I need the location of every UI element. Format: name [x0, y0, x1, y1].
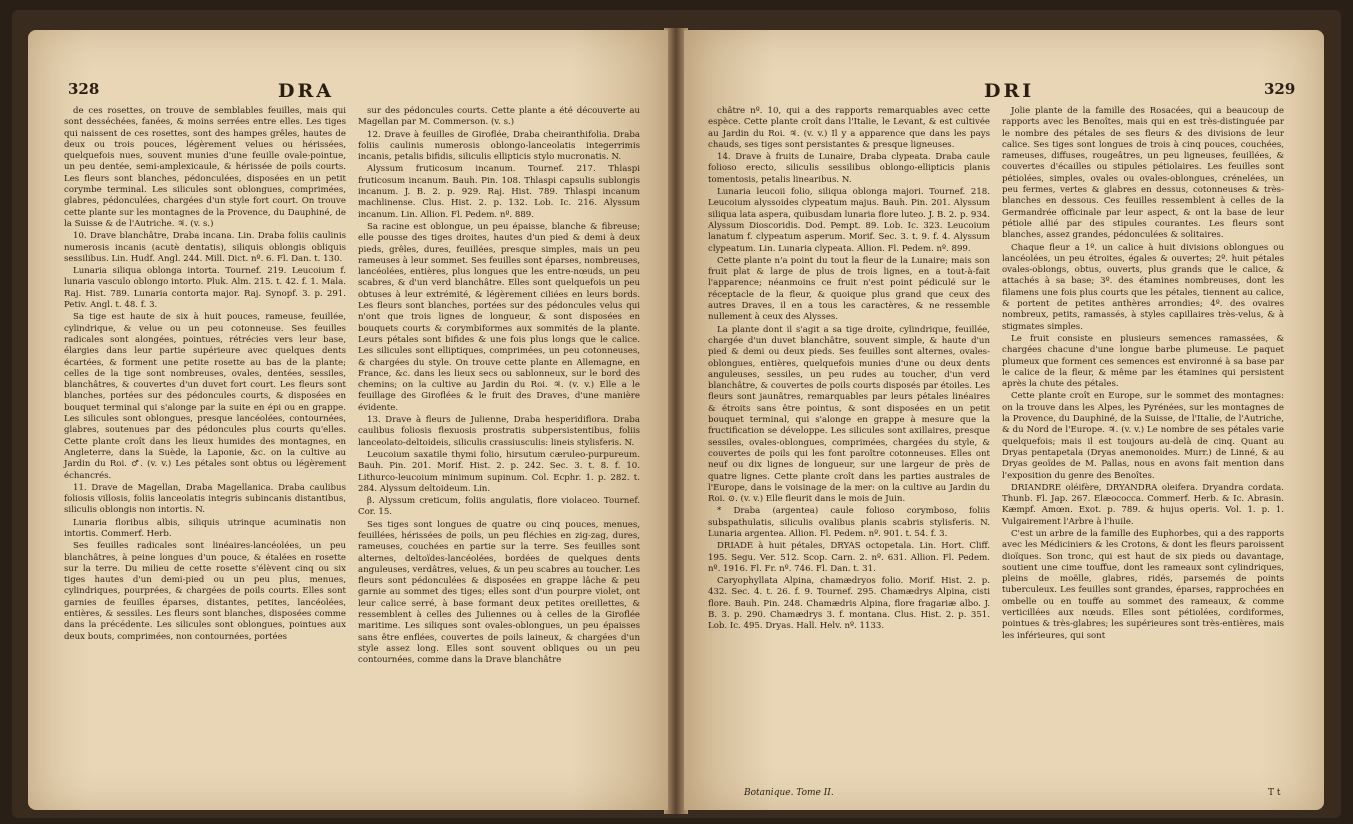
paragraph: Cette plante croît en Europe, sur le sommet des montagnes: on la trouve dans les Alpes, les Pyrénées, sur les montagnes de la Provence, du Dauphiné, de la Suisse, de l'Italie, de l'Autriche, & du Nord de l'Europe. ♃. (v. v.) Le nombre de ses pétales varie quelquefois; mais il est toujours au-delà de cinq. Quant au Dryas pentapetala (Dryas anemonoides. Murr.) de Linné, & au Dryas geoïdes de M. Pallas, nous en avons fait mention dans l'exposition du genre des Benoîtes. [1002, 391, 1284, 481]
right-page [684, 30, 1324, 810]
paragraph: Ses tiges sont longues de quatre ou cinq pouces, menues, feuillées, hérissées de poils, un peu fléchies en zig-zag, dures, rameuses, couchées en partie sur la terre. Ses feuilles sont alternes, deltoïdes-lancéolées, bordées de quelques dents anguleuses, verdâtres, velues, & un peu scabres au toucher. Les fleurs sont pédonculées & disposées en grappe lâche & peu garnie au sommet des tiges; elles sont d'un pourpre violet, ont leur calice serré, à base formant deux petites oreillettes, & ressemblent à celles des Juliennes ou à celles de la Giroflée maritime. Les siliques sont ovales-oblongues, un peu épaisses sans être enflées, couvertes de poils laineux, & chargées d'un style assez long. Elles sont souvent obliques ou un peu contournées, comme dans la Drave blanchâtre [358, 519, 640, 666]
text-column-right [1002, 106, 1284, 643]
paragraph: Sa racine est oblongue, un peu épaisse, blanche & fibreuse; elle pousse des tiges droites, hautes d'un pied & demi à deux pieds, grêles, dures, feuillées, presque simples, mais un peu rameuses à leur sommet. Ses feuilles sont éparses, nombreuses, lancéolées, entières, plus longues que les entre-nœuds, un peu scabres, & d'un verd blanchâtre. Elles sont quelquefois un peu obtuses à leur extrémité, & légèrement ciliées en leurs bords. Les fleurs sont blanches, portées sur des pédoncules velus qui n'ont que trois lignes de longueur, & sont disposées en bouquets courts & corymbiformes aux sommités de la plante. Leurs pétales sont bifides & une fois plus longs que le calice. Les silicules sont elliptiques, comprimées, un peu cotonneuses, & chargées du style. On trouve cette plante en Allemagne, en France, &c. dans les lieux secs ou sablonneux, sur le bord des chemins; on la cultive au Jardin du Roi. ♃. (v. v.) Elle a le feuillage des Giroflées & le fruit des Draves, d'une manière évidente. [358, 221, 640, 413]
paragraph: 12. Drave à feuilles de Giroflée, Draba cheiranthifolia. Draba foliis caulinis numerosis oblongo-lanceolatis integerrimis incanis, petalis bifidis, siliculis ellipticis stylo mucronatis. N. [358, 129, 640, 163]
paragraph: DRIANDRE oléifère, DRYANDRA oleifera. Dryandra cordata. Thunb. Fl. Jap. 267. Elæococca. Commerf. Herb. & Ic. Abrasin. Kæmpf. Amœn. Exot. p. 789. & hujus operis. Vol. 1. p. 1. Vulgairement l'Arbre à l'huile. [1002, 482, 1284, 527]
paragraph: C'est un arbre de la famille des Euphorbes, qui a des rapports avec les Médiciniers & les Crotons, & dont les fleurs paroissent dioïques. Son tronc, qui est haut de six pieds ou davantage, soutient une cime touffue, dont les rameaux sont cylindriques, pleins de moëlle, glabres, ridés, parsemés de points tuberculeux. Les feuilles sont grandes, éparses, rapprochées en ombelle ou en touffe au sommet des rameaux, & comme verticillées aux nœuds. Elles sont pétiolées, cordiformes, pointues & très-glabres; les supérieures sont très-entières, mais les inférieures, qui sont [1002, 528, 1284, 641]
paragraph: Sa tige est haute de six à huit pouces, rameuse, feuillée, cylindrique, & velue ou un peu cotonneuse. Ses feuilles radicales sont alongées, pointues, rétrécies vers leur base, élargies dans leur partie supérieure avec quelques dents écartées, & forment une petite rosette au bas de la plante; celles de la tige sont nombreuses, ovales, dentées, sessiles, blanchâtres, & couvertes d'un duvet fort court. Les fleurs sont blanches, portées sur des pédoncules courts, & disposées en bouquet terminal qui s'alonge par la suite en épi ou en grappe. Les silicules sont oblongues, presque lancéolées, contournées, glabres, soutenues par des pédoncules plus courts qu'elles. Cette plante croît dans les lieux humides des montagnes, en Angleterre, dans la Suède, la Laponie, &c. on la cultive au Jardin du Roi. ♂. (v. v.) Les pétales sont obtus ou légèrement échancrés. [64, 312, 346, 481]
paragraph: Lunaria leucoii folio, siliqua oblonga majori. Tournef. 218. Leucoium alyssoides clypeatum majus. Bauh. Pin. 201. Alyssum siliqua lata aspera, quibusdam lunaria flore luteo. J. B. 2. p. 934. Alyssum Dioscoridis. Dod. Pempt. 89. Lob. Ic. 323. Leucoium lanatum f. clypeatum asperum. Morif. Sec. 3. t. 9. f. 4. Alyssum clypeatum. Lin. Lunaria clypeata. Allion. Fl. Pedem. nº. 899. [708, 187, 990, 254]
paragraph: 14. Drave à fruits de Lunaire, Draba clypeata. Draba caule folioso erecto, siliculis sessilibus oblongo-ellipticis planis tomentosis, petalis linearibus. N. [708, 152, 990, 185]
paragraph: 11. Drave de Magellan, Draba Magellanica. Draba caulibus foliosis villosis, foliis lanceolatis integris subincanis distantibus, siliculis oblongis non intortis. N. [64, 482, 346, 516]
paragraph: Lunaria floribus albis, siliquis utrinque acuminatis non intortis. Commerf. Herb. [64, 517, 346, 539]
paragraph: Ses feuilles radicales sont linéaires-lancéolées, un peu blanchâtres, à peine longues d'un pouce, & étalées en rosette sur la terre. Du milieu de cette rosette s'élèvent cinq ou six tiges hautes d'un demi-pied ou un peu plus, menues, cylindriques, pourprées, & chargées de poils courts. Elles sont garnies de feuilles éparses, distantes, petites, lancéolées, entières, & sessiles. Les fleurs sont blanches, disposées comme dans la précédente. Les silicules sont oblongues, pointues aux deux bouts, comprimées, non contournées, portées [64, 541, 346, 642]
paragraph: châtre nº. 10, qui a des rapports remarquables avec cette espèce. Cette plante croît dans l'Italie, le Levant, & est cultivée au Jardin du Roi. ♃. (v. v.) Il y a apparence que dans les pays chauds, ses tiges sont persistantes & presque ligneuses. [708, 106, 990, 150]
open-book [12, 10, 1341, 818]
paragraph: Alyssum fruticosum incanum. Tournef. 217. Thlaspi fruticosum incanum. Bauh. Pin. 108. Thlaspi capsulis sublongis incanum. J. B. 2. p. 929. Raj. Hist. 789. Thlaspi incanum machlinense. Clus. Hist. 2. p. 132. Lob. Ic. 216. Alyssum incanum. Lin. Allion. Fl. Pedem. nº. 889. [358, 164, 640, 220]
paragraph: Cette plante n'a point du tout la fleur de la Lunaire; mais son fruit plat & large de plus de trois lignes, en a tout-à-fait l'apparence; néanmoins ce fruit n'est point pédiculé sur le réceptacle de la fleur, & quoique plus grand que ceux des autres Draves, il en a tous les caractères, & ne ressemble nullement à ceux des Alysses. [708, 255, 990, 323]
paragraph: * Draba (argentea) caule folioso corymboso, foliis subspathulatis, siliculis ovalibus planis scabris stylisferis. N. Lunaria argentea. Allion. Fl. Pedem. nº. 901. t. 54. f. 3. [708, 506, 990, 539]
text-column-left [64, 106, 346, 644]
running-header: DRI [984, 80, 1035, 102]
paragraph: Jolie plante de la famille des Rosacées, qui a beaucoup de rapports avec les Benoîtes, mais qui en est très-distinguée par le nombre des pétales de ses fleurs & des divisions de leur calice. Ses tiges sont longues de trois à cinq pouces, couchées, rameuses, diffuses, rougeâtres, un peu ligneuses, feuillées, & couvertes d'écailles ou stipules pétiolaires. Les feuilles sont pétiolées, simples, ovales ou ovales-oblongues, crénelées, un peu fermes, vertes & glabres en dessus, cotonneuses & très-blanches en dessous. Ces feuilles ressemblent à celles de la Germandrée officinale par leur aspect, & ont la base de leur pétiole allié par des stipules courantes. Les fleurs sont blanches, assez grandes, pédonculées & solitaires. [1002, 106, 1284, 241]
page-number: 329 [1264, 80, 1296, 98]
paragraph: Le fruit consiste en plusieurs semences ramassées, & chargées chacune d'une longue barbe plumeuse. Le paquet plumeux que forment ces semences est environné à sa base par le calice de la fleur, & même par les étamines qui persistent après la chute des pétales. [1002, 333, 1284, 390]
volume-footer: Botanique. Tome II. [744, 788, 834, 798]
paragraph: La plante dont il s'agit a sa tige droite, cylindrique, feuillée, chargée d'un duvet blanchâtre, souvent simple, & haute d'un pied & demi ou deux pieds. Ses feuilles sont alternes, ovales-oblongues, entières, quelquefois munies d'une ou deux dents anguleuses, sessiles, un peu rudes au toucher, d'un verd blanchâtre, & couvertes de poils courts disposés par étoiles. Les fleurs sont jaunâtres, remarquables par leurs pétales linéaires & étroits sans être pointus, & sont disposées en un petit bouquet terminal, qui s'alonge en grappe à mesure que la fructification se développe. Les silicules sont axillaires, presque sessiles, ovales-oblongues, comprimées, chargées du style, & couvertes de poils qui les font paroître cotonneuses. Elles ont neuf ou dix lignes de longueur, sur une largeur de près de quatre lignes. Cette plante croît dans les parties australes de l'Europe, dans le voisinage de la mer: on la cultive au Jardin du Roi. ⊙. (v. v.) Elle fleurit dans le mois de Juin. [708, 324, 990, 505]
paragraph: sur des pédoncules courts. Cette plante a été découverte au Magellan par M. Commerson. (v. s.) [358, 106, 640, 128]
paragraph: Chaque fleur a 1º. un calice à huit divisions oblongues ou lancéolées, un peu étroites, égales & ouvertes; 2º. huit pétales ovales-oblongs, obtus, ouverts, plus grands que le calice, & attachés à sa base; 3º. des étamines nombreuses, dont les filamens une fois plus courts que les pétales, tiennent au calice, & portent de petites anthères arrondies; 4º. des ovaires nombreux, petits, ramassés, à styles capillaires très-velus, & à stigmates simples. [1002, 242, 1284, 332]
running-header: DRA [278, 80, 335, 102]
paragraph: Leucoium saxatile thymi folio, hirsutum cæruleo-purpureum. Bauh. Pin. 201. Morif. Hist. 2. p. 242. Sec. 3. t. 8. f. 10. Lithurco-leucoium minimum supinum. Col. Ecphr. 1. p. 282. t. 284. Alyssum deltoideum. Lin. [358, 449, 640, 494]
paragraph: DRIADE à huit pétales, DRYAS octopetala. Lin. Hort. Cliff. 195. Segu. Ver. 512. Scop. Carn. 2. nº. 631. Allion. Fl. Pedem. nº. 1916. Fl. Fr. nº. 746. Fl. Dan. t. 31. [708, 541, 990, 574]
paragraph: Lunaria siliqua oblonga intorta. Tournef. 219. Leucoium f. lunaria vasculo oblongo intorto. Pluk. Alm. 215. t. 42. f. 1. Mala. Raj. Hist. 789. Lunaria contorta major. Raj. Synopf. 3. p. 291. Petiv. Angl. t. 48. f. 3. [64, 266, 346, 311]
paragraph: β. Alyssum creticum, foliis angulatis, flore violaceo. Tournef. Cor. 15. [358, 496, 640, 518]
paragraph: 10. Drave blanchâtre, Draba incana. Lin. Draba foliis caulinis numerosis incanis (acutè dentatis), siliquis oblongis obliquis sessilibus. Lin. Hudf. Angl. 244. Mill. Dict. nº. 6. Fl. Dan. t. 130. [64, 231, 346, 264]
left-page [28, 30, 668, 810]
paragraph: de ces rosettes, on trouve de semblables feuilles, mais qui sont desséchées, fanées, & moins serrées entre elles. Les tiges qui naissent de ces rosettes, sont des hampes grêles, hautes de deux ou trois pouces, légèrement velues ou hérissées, quelquefois nues, souvent munies d'une feuille ovale-pointue, un peu dentée, semi-amplexicaule, & hérissée de poils courts. Les fleurs sont blanches, pédonculées, disposées en un petit corymbe terminal. Les silicules sont oblongues, comprimées, glabres, pédonculées, chargées d'un style fort court. On trouve cette plante sur les montagnes de la Provence, du Dauphiné, de la Suisse & de l'Autriche. ♃. (v. s.) [64, 106, 346, 229]
page-number: 328 [68, 80, 100, 98]
paragraph: Caryophyllata Alpina, chamædryos folio. Morif. Hist. 2. p. 432. Sec. 4. t. 26. f. 9. Tournef. 295. Chamædrys Alpina, cisti flore. Bauh. Pin. 248. Chamædris Alpina, flore fragariæ albo. J. B. 3. p. 290. Chamædrys 3. f. montana. Clus. Hist. 2. p. 351. Lob. Ic. 495. Dryas. Hall. Helv. nº. 1133. [708, 576, 990, 632]
paragraph: 13. Drave à fleurs de Julienne, Draba hesperidiflora. Draba caulibus foliosis flexuosis prostratis subpersistentibus, foliis lanceolato-deltoideis, siliculis crassiusculis: lineis stylisferis. N. [358, 415, 640, 448]
signature-mark: T t [1268, 788, 1281, 798]
text-column-right [358, 106, 640, 668]
text-column-left [708, 106, 990, 634]
